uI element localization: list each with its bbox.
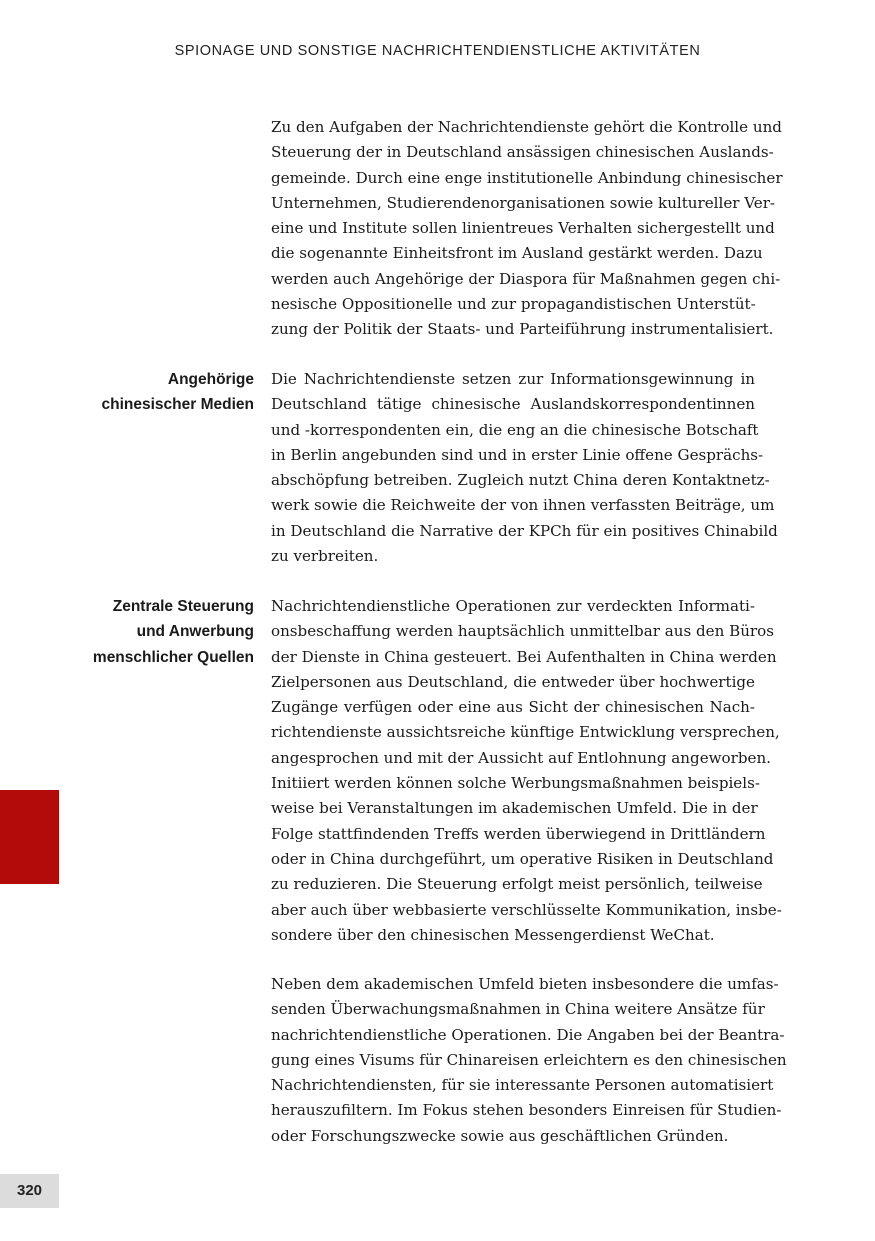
- text-line: herauszufiltern. Im Fokus stehen besonders Einreisen für Studien-: [271, 1101, 782, 1120]
- body-text: [271, 367, 778, 569]
- text-line: Die Nachrichtendienste setzen zur Informationsgewinnung in: [271, 370, 755, 388]
- text-line: sondere über den chinesischen Messengerdienst WeChat.: [271, 925, 715, 944]
- margin-heading-line: menschlicher Quellen: [92, 648, 254, 666]
- text-line: oder in China durchgeführt, um operative Risiken in Deutschland: [271, 849, 774, 868]
- text-line: der Dienste in China gesteuert. Bei Aufenthalten in China werden: [271, 647, 777, 666]
- text-line: weise bei Veranstaltungen im akademischen Umfeld. Die in der: [271, 799, 758, 818]
- margin-heading-line: chinesischer Medien: [101, 396, 254, 414]
- margin-heading: [34, 367, 254, 418]
- text-line: zu verbreiten.: [271, 547, 379, 566]
- text-line: zung der Politik der Staats- und Parteiführung instrumentalisiert.: [271, 320, 774, 339]
- text-line: werden auch Angehörige der Diaspora für Maßnahmen gegen chi-: [271, 269, 781, 288]
- text-line: Zielpersonen aus Deutschland, die entweder über hochwertige: [271, 672, 755, 691]
- text-line: richtendienste aussichtsreiche künftige Entwicklung versprechen,: [271, 723, 780, 742]
- text-line: Initiiert werden können solche Werbungsmaßnahmen beispiels-: [271, 774, 760, 793]
- text-line: gemeinde. Durch eine enge institutionelle Anbindung chinesischer: [271, 168, 783, 187]
- body-text: [271, 594, 782, 948]
- body-text: [271, 115, 783, 343]
- chapter-color-tab: [0, 790, 59, 884]
- text-line: Nachrichtendienstliche Operationen zur verdeckten Informati-: [271, 597, 755, 615]
- text-line: die sogenannte Einheitsfront im Ausland gestärkt werden. Dazu: [271, 244, 763, 263]
- text-line: nachrichtendienstliche Operationen. Die Angaben bei der Beantra-: [271, 1025, 785, 1044]
- text-line: senden Überwachungsmaßnahmen in China weitere Ansätze für: [271, 1000, 765, 1019]
- text-line: Nachrichtendiensten, für sie interessante Personen automatisiert: [271, 1076, 774, 1095]
- text-line: oder Forschungszwecke sowie aus geschäftlichen Gründen.: [271, 1126, 729, 1145]
- body-text: [271, 972, 787, 1149]
- text-line: Zugänge verfügen oder eine aus Sicht der chinesischen Nach-: [271, 698, 755, 717]
- text-line: in Deutschland die Narrative der KPCh für ein positives Chinabild: [271, 521, 778, 540]
- text-line: gung eines Visums für Chinareisen erleichtern es den chinesischen: [271, 1050, 787, 1069]
- text-line: Neben dem akademischen Umfeld bieten insbesondere die umfas-: [271, 975, 779, 993]
- text-line: abschöpfung betreiben. Zugleich nutzt China deren Kontaktnetz-: [271, 471, 770, 490]
- running-header: SPIONAGE UND SONSTIGE NACHRICHTENDIENSTLICHE AKTIVITÄTEN: [174, 43, 701, 59]
- text-line: eine und Institute sollen linientreues Verhalten sichergestellt und: [271, 219, 775, 238]
- text-line: Steuerung der in Deutschland ansässigen chinesischen Auslands-: [271, 143, 774, 162]
- margin-heading: [34, 594, 254, 670]
- text-line: onsbeschaffung werden hauptsächlich unmittelbar aus den Büros: [271, 622, 774, 641]
- margin-heading-line: und Anwerbung: [136, 623, 254, 641]
- text-line: aber auch über webbasierte verschlüsselte Kommunikation, insbe-: [271, 900, 782, 919]
- margin-heading-line: Zentrale Steuerung: [112, 598, 254, 615]
- text-line: nesische Oppositionelle und zur propagandistischen Unterstüt-: [271, 295, 756, 314]
- text-line: und -korrespondenten ein, die eng an die chinesische Botschaft: [271, 420, 759, 439]
- page-number: 320: [0, 1174, 59, 1208]
- text-line: Deutschland tätige chinesische Auslandskorrespondentinnen: [271, 395, 755, 414]
- text-line: Unternehmen, Studierendenorganisationen sowie kultureller Ver-: [271, 193, 776, 212]
- text-line: angesprochen und mit der Aussicht auf Entlohnung angeworben.: [271, 748, 771, 767]
- text-line: werk sowie die Reichweite der von ihnen verfassten Beiträge, um: [271, 496, 775, 515]
- margin-heading-line: Angehörige: [167, 371, 254, 388]
- text-line: in Berlin angebunden sind und in erster Linie offene Gesprächs-: [271, 445, 764, 464]
- text-line: Zu den Aufgaben der Nachrichtendienste gehört die Kontrolle und: [271, 118, 782, 136]
- text-line: zu reduzieren. Die Steuerung erfolgt meist persönlich, teilweise: [271, 875, 763, 894]
- text-line: Folge stattfindenden Treffs werden überwiegend in Drittländern: [271, 824, 766, 843]
